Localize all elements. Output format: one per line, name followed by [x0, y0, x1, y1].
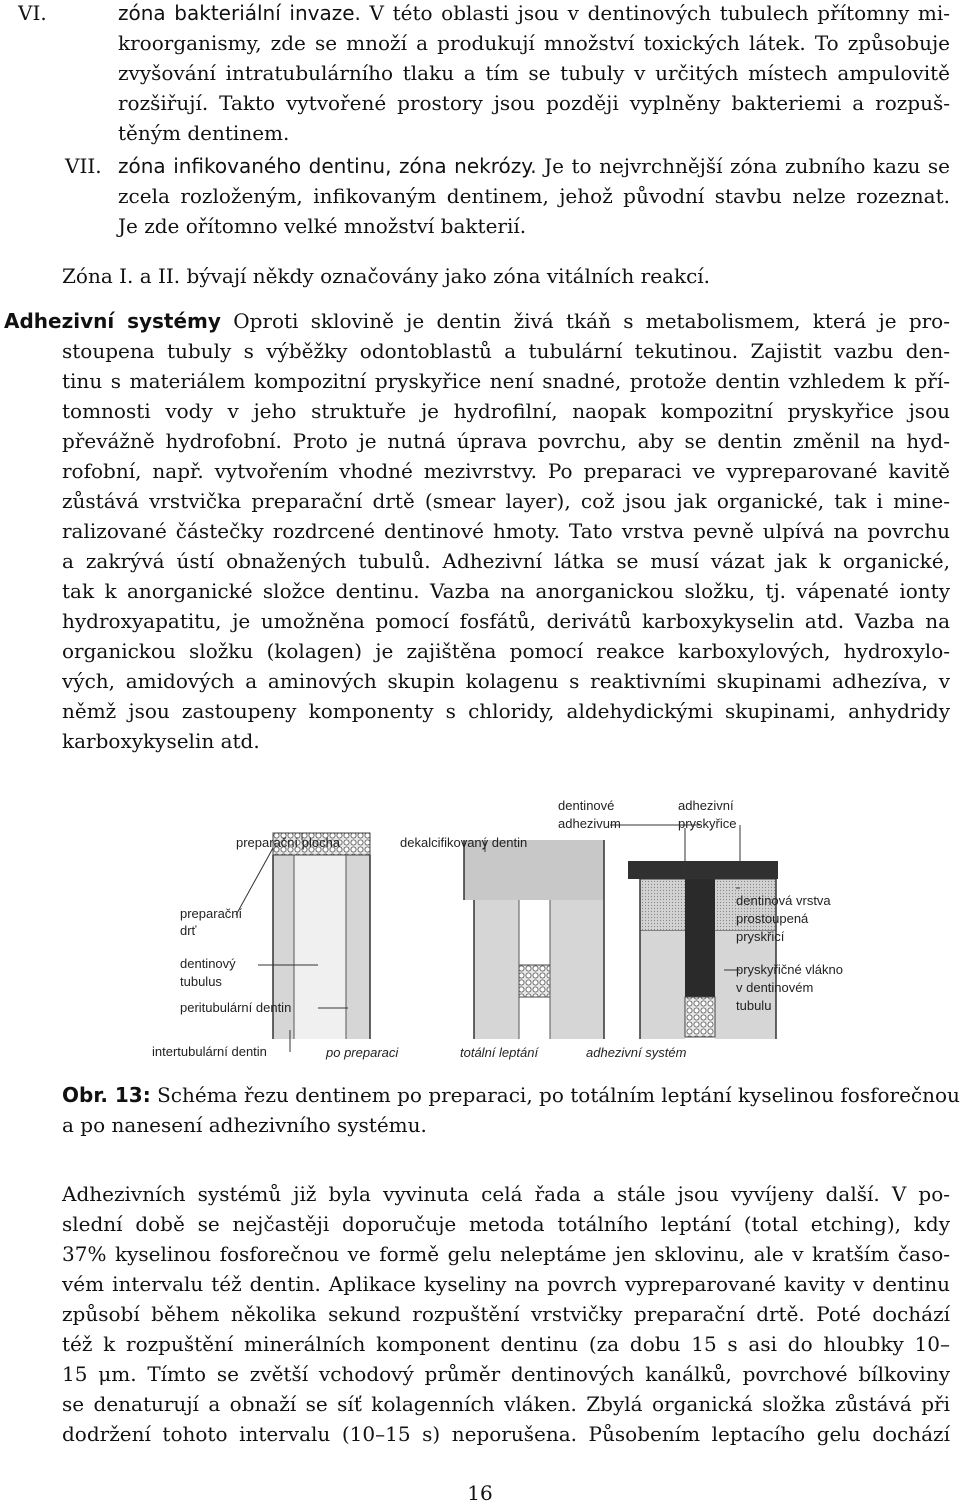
- label-po-preparaci: po preparaci: [326, 1045, 399, 1060]
- adhesive-first-line: Adhezivní systémy Oproti sklovině je dentin živá tkáň s metabolismem, která je pro-: [4, 309, 950, 333]
- text-line: Je zde ořítomno velké množství bakterií.: [118, 214, 527, 238]
- text-line: 15 μm. Tímto se zvětší vchodový průměr dentinových kanálků, povrchové bílkoviny: [62, 1362, 950, 1386]
- label-preparacni-plocha: preparační plocha: [236, 835, 341, 850]
- text-line: tak k anorganické složce dentinu. Vazba na anorganickou složku, tj. vápenaté ionty: [62, 579, 950, 603]
- label-dentinovy-tubulus-2: tubulus: [180, 974, 222, 989]
- label-dekalcifikovany-dentin: dekalcifikovaný dentin: [400, 835, 528, 850]
- text-line: organickou složku (kolagen) je zajištěna pomocí reakce karboxylových, hydroxylo-: [62, 639, 950, 663]
- label-totalni-leptani: totální leptání: [460, 1045, 539, 1060]
- text-line: Adhezivních systémů již byla vyvinuta celá řada a stále jsou vyvíjeny další. V po-: [62, 1182, 950, 1206]
- text-line: hydroxyapatitu, je umožněna pomocí fosfátů, derivátů karboxykyselin atd. Vazba na: [62, 609, 950, 633]
- dentin-diagram: [140, 790, 960, 1070]
- page-number: 16: [467, 1481, 493, 1505]
- text-line: převážně hydrofobní. Proto je nutná úprava povrchu, aby se dentin změnil na hyd-: [62, 429, 950, 453]
- text-line: 37% kyselinou fosforečnou ve formě gelu neleptáme jen sklovinu, ale v kratším časo-: [62, 1242, 950, 1266]
- adhesive-heading: Adhezivní systémy: [4, 309, 221, 333]
- text-line: dodržení tohoto intervalu (10–15 s) neporušena. Působením leptacího gelu dochází: [62, 1422, 950, 1446]
- text-line: způsobí během několika sekund rozpuštění vrstvičky preparační drtě. Poté dochází: [62, 1302, 950, 1326]
- label-pryskyricne-vlakno-3: tubulu: [736, 998, 772, 1013]
- text-line: těným dentinem.: [118, 121, 290, 145]
- label-pryskyricne-vlakno-1: pryskyřičné vlákno: [736, 962, 843, 977]
- label-adhezivni-system: adhezivní systém: [586, 1045, 687, 1060]
- label-preparacni-drt-2: drť: [180, 923, 197, 938]
- label-dentinovy-tubulus-1: dentinový: [180, 956, 236, 971]
- list-item-vii-title: zóna infikovaného dentinu, zóna nekrózy.: [118, 154, 537, 178]
- text-line: též k rozpuštění minerálních komponent dentinu (za dobu 15 s asi do hloubky 10–: [62, 1332, 950, 1356]
- text-line: tomnosti vody v jeho struktuře je hydrofilní, naopak kompozitní pryskyřice jsou: [62, 399, 950, 423]
- text-line: slední době se nejčastěji doporučuje metoda totálního leptání (total etching), kdy: [62, 1212, 950, 1236]
- zone-note: Zóna I. a II. bývají někdy označovány jako zóna vitálních reakcí.: [62, 264, 711, 288]
- text-line: vých, amidových a aminových skupin kolagenu s reaktivními skupinami adhezíva, v: [62, 669, 950, 693]
- text-line: tinu s materiálem kompozitní pryskyřice není snadné, protože dentin vzhledem k pří-: [62, 369, 950, 393]
- text-line: zůstává vrstvička preparační drtě (smear layer), což jsou jak organické, tak i mine-: [62, 489, 950, 513]
- label-preparacni-drt-1: preparační: [180, 906, 243, 921]
- text-line: stoupena tubuly s výběžky odontoblastů a tubulární tekutinou. Zajistit vazbu den-: [62, 339, 950, 363]
- dentin-diagram-drawing: [140, 790, 960, 1070]
- label-pryskyricne-vlakno-2: v dentinovém: [736, 980, 814, 995]
- list-item-vii-line: zóna infikovaného dentinu, zóna nekrózy. Je to nejvrchnější zóna zubního kazu se: [118, 154, 951, 178]
- label-adhezivni-pryskyrice-2: pryskyřice: [678, 816, 737, 831]
- label-hybridni-vrstva-2: prostoupená: [736, 911, 809, 926]
- label-hybridni-vrstva-3: pryskřicí: [736, 929, 785, 944]
- figure-caption-label: Obr. 13:: [62, 1083, 151, 1107]
- figure-caption-line: a po nanesení adhezivního systému.: [62, 1113, 427, 1137]
- text-line: rofobní, např. vytvořením vhodné mezivrstvy. Po preparaci ve vypreparované kavitě: [62, 459, 950, 483]
- label-adhezivni-pryskyrice-1: adhezivní: [678, 798, 734, 813]
- text-line: zvyšování intratubulárního tlaku a tím se tubuly v určitých místech ampulovitě: [118, 61, 950, 85]
- text-line: rozšiřují. Takto vytvořené prostory jsou později vyplněny bakteriemi a rozpuš-: [118, 91, 950, 115]
- label-dentinove-adhezivum-1: dentinové: [558, 798, 615, 813]
- label-dentinove-adhezivum-2: adhezivum: [558, 816, 621, 831]
- text-line: zcela rozloženým, infikovaným dentinem, jehož původní stavbu nelze rozeznat.: [118, 184, 950, 208]
- text-line: kroorganismy, zde se množí a produkují množství toxických látek. To způsobuje: [118, 31, 950, 55]
- text-line: a zakrývá ústí obnažených tubulů. Adhezivní látka se musí vázat jak k organické,: [62, 549, 950, 573]
- text-line: vém intervalu též dentin. Aplikace kyseliny na povrch vypreparované kavity v dentinu: [62, 1272, 950, 1296]
- figure-caption-line: Obr. 13: Schéma řezu dentinem po preparaci, po totálním leptání kyselinou fosforečnou: [62, 1083, 960, 1107]
- text-line: němž jsou zastoupeny komponenty s chloridy, aldehydickými skupinami, anhydridy: [62, 699, 950, 723]
- list-numeral-vii: VII.: [65, 154, 102, 178]
- label-hybridni-vrstva-1: dentinová vrstva: [736, 893, 831, 908]
- text-line: karboxykyselin atd.: [62, 729, 260, 753]
- label-intertubularni-dentin: intertubulární dentin: [152, 1044, 267, 1059]
- list-item-vi-line: zóna bakteriální invaze. V této oblasti jsou v dentinových tubulech přítomny mi-: [118, 1, 951, 25]
- label-peritubularni-dentin: peritubulární dentin: [180, 1000, 292, 1015]
- text-line: se denaturují a obnaží se síť kolagenních vláken. Zbylá organická složka zůstává při: [62, 1392, 950, 1416]
- list-numeral-vi: VI.: [18, 1, 47, 25]
- list-item-vi-title: zóna bakteriální invaze.: [118, 1, 361, 25]
- text-line: ralizované částečky rozdrcené dentinové hmoty. Tato vrstva pevně ulpívá na povrchu: [62, 519, 950, 543]
